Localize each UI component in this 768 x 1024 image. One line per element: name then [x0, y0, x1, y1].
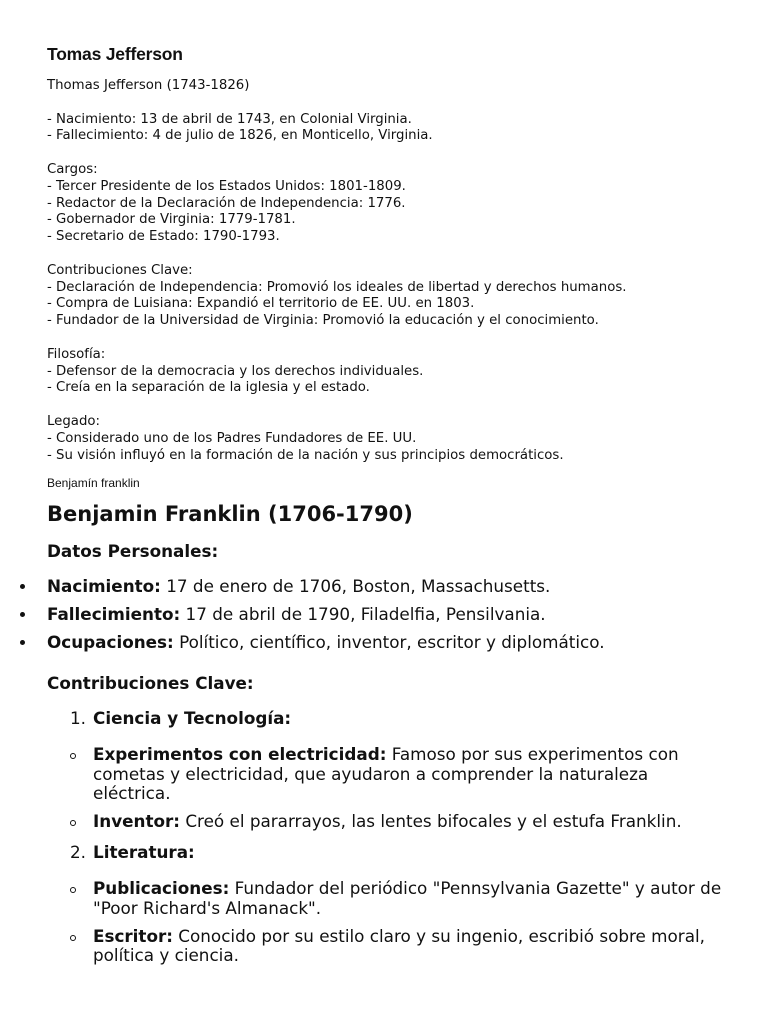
jefferson-line: - Tercer Presidente de los Estados Unidos: 1801-1809. — [47, 178, 406, 194]
section-number: 2. — [70, 842, 87, 863]
item-label: Nacimiento: — [47, 576, 161, 596]
franklin-title: Benjamin Franklin (1706-1790) — [47, 502, 413, 526]
blank-line — [47, 145, 747, 162]
jefferson-line: - Secretario de Estado: 1790-1793. — [47, 229, 280, 245]
section-science — [0, 707, 768, 729]
jefferson-line: Legado: — [47, 413, 100, 429]
item-label: Publicaciones: — [93, 878, 230, 899]
jefferson-line: Filosofía: — [47, 346, 106, 362]
jefferson-line: - Fundador de la Universidad de Virginia: Promovió la educación y el conocimiento. — [47, 313, 599, 329]
list-item — [0, 603, 768, 631]
circle-bullet-icon — [70, 820, 76, 826]
item-text: Político, científico, inventor, escritor y diplomático. — [173, 632, 605, 652]
item-label: Escritor: — [93, 925, 173, 946]
bullet-icon — [20, 640, 25, 645]
circle-bullet-icon — [70, 887, 76, 893]
blank-line — [47, 397, 747, 414]
list-item — [0, 745, 768, 804]
jefferson-line: - Fallecimiento: 4 de julio de 1826, en Monticello, Virginia. — [47, 128, 433, 144]
jefferson-line: - Declaración de Independencia: Promovió los ideales de libertad y derechos humanos. — [47, 279, 627, 295]
jefferson-line: Cargos: — [47, 161, 98, 177]
blank-line — [47, 95, 747, 112]
jefferson-line: - Considerado uno de los Padres Fundadores de EE. UU. — [47, 430, 417, 446]
circle-bullet-icon — [70, 935, 76, 941]
list-item — [0, 575, 768, 603]
item-label: Inventor: — [93, 810, 180, 831]
jefferson-line: - Compra de Luisiana: Expandió el territorio de EE. UU. en 1803. — [47, 296, 475, 312]
bullet-icon — [20, 584, 25, 589]
jefferson-line: - Gobernador de Virginia: 1779-1781. — [47, 212, 296, 228]
jefferson-body — [47, 78, 747, 464]
item-label: Fallecimiento: — [47, 604, 181, 624]
list-item — [0, 812, 768, 832]
jefferson-line: Contribuciones Clave: — [47, 262, 193, 278]
item-text: 17 de abril de 1790, Filadelfia, Pensilvania. — [180, 604, 546, 624]
franklin-section — [0, 500, 768, 966]
item-text: 17 de enero de 1706, Boston, Massachusetts. — [160, 576, 551, 596]
personal-data-heading: Datos Personales: — [47, 541, 219, 561]
jefferson-line: - Redactor de la Declaración de Independencia: 1776. — [47, 195, 406, 211]
jefferson-line: - Creía en la separación de la iglesia y el estado. — [47, 380, 370, 396]
section-literature — [0, 841, 768, 863]
item-text: Conocido por su estilo claro y su ingenio, escribió sobre moral, política y ciencia. — [93, 925, 705, 966]
franklin-caption: Benjamín franklin — [47, 476, 140, 490]
list-item — [0, 631, 768, 659]
bullet-icon — [20, 612, 25, 617]
jefferson-line: - Defensor de la democracia y los derechos individuales. — [47, 363, 424, 379]
list-item — [0, 927, 768, 966]
item-text: Fundador del periódico "Pennsylvania Gazette" y autor de "Poor Richard's Almanack". — [93, 878, 722, 918]
item-label: Experimentos con electricidad: — [93, 744, 387, 764]
list-item — [0, 879, 768, 918]
jefferson-line: - Su visión influyó en la formación de la nación y sus principios democráticos. — [47, 447, 564, 463]
item-label: Ocupaciones: — [47, 632, 174, 652]
section-title: Literatura: — [93, 842, 195, 863]
blank-line — [47, 330, 747, 347]
circle-bullet-icon — [70, 753, 76, 759]
item-text: Creó el pararrayos, las lentes bifocales y el estufa Franklin. — [180, 810, 682, 831]
contributions-heading: Contribuciones Clave: — [47, 673, 254, 693]
item-text: Famoso por sus experimentos con cometas y electricidad, que ayudaron a comprender la naturaleza eléctrica. — [93, 744, 679, 804]
personal-data-list — [0, 575, 768, 659]
section-number: 1. — [70, 708, 87, 728]
jefferson-title: Tomas Jefferson — [47, 44, 183, 64]
jefferson-line: Thomas Jefferson (1743-1826) — [47, 78, 250, 93]
blank-line — [47, 246, 747, 263]
jefferson-line: - Nacimiento: 13 de abril de 1743, en Colonial Virginia. — [47, 111, 412, 127]
section-title: Ciencia y Tecnología: — [93, 708, 292, 728]
